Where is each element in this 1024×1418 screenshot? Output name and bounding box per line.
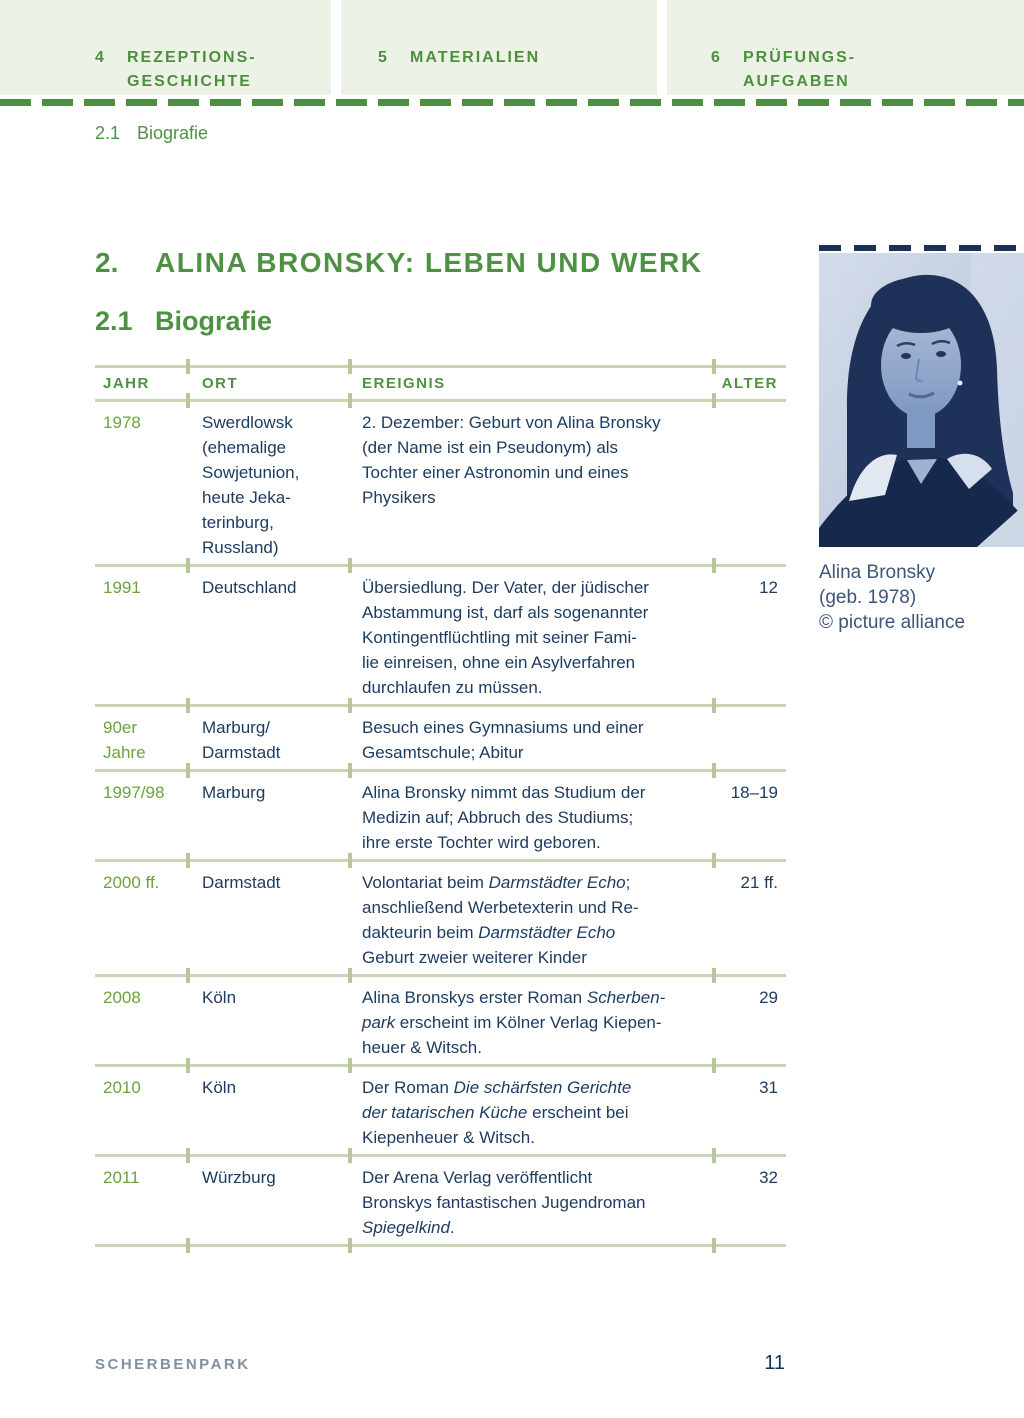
page-footer: [95, 1352, 785, 1375]
column-divider-tick: [712, 359, 716, 374]
text-segment: heuer & Witsch.: [362, 1038, 482, 1057]
column-header-ereignis: EREIGNIS: [362, 375, 446, 392]
column-divider-tick: [186, 393, 190, 408]
text-segment: erscheint bei: [527, 1103, 629, 1122]
text-segment: Besuch eines Gymnasiums und einer: [362, 718, 644, 737]
alina-bronsky-photo: [819, 253, 1024, 547]
text-line: 1978: [103, 413, 141, 432]
table-rule: [95, 365, 786, 368]
cell-jahr: [95, 410, 186, 560]
tab-label: [410, 46, 540, 70]
running-header: [95, 123, 208, 144]
column-divider-tick: [348, 359, 352, 374]
text-line: [362, 1215, 712, 1240]
column-header-ort: ORT: [202, 375, 239, 392]
table-rule: [95, 1244, 786, 1247]
footer-page-number: 11: [764, 1352, 785, 1374]
earring: [958, 381, 963, 386]
tab-number: 5: [378, 49, 389, 66]
text-line: [362, 650, 712, 675]
text-segment: (der Name ist ein Pseudonym) als: [362, 438, 619, 457]
cell-jahr: [95, 780, 186, 855]
text-line: Darmstadt: [202, 873, 281, 892]
text-line: [362, 460, 712, 485]
text-line: terinburg,: [202, 513, 274, 532]
text-line: [362, 1035, 712, 1060]
table-row: [95, 977, 786, 1064]
table-rule: [95, 399, 786, 402]
chapter-number: 2.: [95, 247, 119, 278]
column-divider-tick: [186, 558, 190, 573]
table-rule: [95, 859, 786, 862]
photo-column: [819, 245, 1024, 635]
column-divider-tick: [712, 853, 716, 868]
column-divider-tick: [348, 1148, 352, 1163]
text-line: Swerdlowsk: [202, 413, 293, 432]
cell-jahr: [95, 1075, 186, 1150]
biography-table: [95, 365, 786, 1247]
title-italic: Spiegelkind: [362, 1218, 450, 1237]
column-divider-tick: [712, 1058, 716, 1073]
column-divider-tick: [186, 853, 190, 868]
text-line: Köln: [202, 1078, 237, 1097]
caption-credit: © picture alliance: [819, 612, 966, 633]
text-line: 2000 ff.: [103, 873, 160, 892]
text-line: [362, 1100, 712, 1125]
title-italic: park: [362, 1013, 396, 1032]
cell-jahr: [95, 1165, 186, 1240]
nav-tab-pruefungsaufgaben: [667, 0, 1024, 95]
text-segment: Physikers: [362, 488, 436, 507]
column-divider-tick: [348, 763, 352, 778]
column-divider-tick: [348, 1058, 352, 1073]
text-line: 2011: [103, 1168, 140, 1187]
text-line: [362, 870, 712, 895]
cell-ort: [186, 715, 348, 765]
text-line: [362, 830, 712, 855]
column-divider-tick: [186, 763, 190, 778]
cell-alter: [712, 715, 786, 765]
text-line: [362, 1075, 712, 1100]
text-line: (ehemalige: [202, 438, 287, 457]
cell-alter: 18–19: [730, 783, 778, 802]
column-divider-tick: [186, 1058, 190, 1073]
column-divider-tick: [712, 763, 716, 778]
text-segment: Tochter einer Astronomin und eines: [362, 463, 629, 482]
table-row: [95, 567, 786, 704]
subsection-title-text: Biografie: [155, 306, 273, 336]
text-segment: Alina Bronskys erster Roman: [362, 988, 587, 1007]
text-line: [362, 780, 712, 805]
text-line: 1997/98: [103, 783, 165, 802]
text-segment: ;: [625, 873, 631, 892]
column-divider-tick: [186, 1148, 190, 1163]
title-italic: Scherben-: [586, 988, 666, 1007]
text-segment: Der Arena Verlag veröffentlicht: [362, 1168, 593, 1187]
cell-ereignis: [348, 780, 712, 855]
cell-jahr: [95, 985, 186, 1060]
column-divider-tick: [348, 853, 352, 868]
column-divider-tick: [186, 698, 190, 713]
text-line: Köln: [202, 988, 237, 1007]
text-line: [362, 740, 712, 765]
column-divider-tick: [186, 359, 190, 374]
tab-label-line1: PRÜFUNGS-: [743, 49, 857, 66]
tab-label-line2: GESCHICHTE: [127, 73, 252, 90]
column-header-jahr: JAHR: [103, 375, 150, 392]
footer-book-title: SCHERBENPARK: [95, 1356, 251, 1373]
text-line: [362, 715, 712, 740]
tab-label: [127, 46, 257, 94]
dashed-divider-navy: [819, 245, 1024, 251]
chapter-title: [95, 247, 703, 279]
cell-ereignis: [348, 715, 712, 765]
table-rule: [95, 564, 786, 567]
caption-name: Alina Bronsky: [819, 562, 936, 583]
tab-label: [743, 46, 856, 94]
photo-caption: [819, 560, 1024, 635]
cell-alter: 29: [759, 988, 778, 1007]
text-line: [362, 435, 712, 460]
text-line: [362, 805, 712, 830]
table-row: [95, 1157, 786, 1244]
text-line: [362, 1190, 712, 1215]
text-line: [362, 675, 712, 700]
nav-tab-materialien: [341, 0, 657, 95]
table-row: [95, 402, 786, 564]
column-header-alter: ALTER: [721, 375, 778, 392]
text-segment: erscheint im Kölner Verlag Kiepen-: [395, 1013, 662, 1032]
text-line: 2008: [103, 988, 141, 1007]
text-line: Jahre: [103, 743, 146, 762]
text-line: [362, 1010, 712, 1035]
text-segment: durchlaufen zu müssen.: [362, 678, 543, 697]
subsection-number: 2.1: [95, 306, 133, 336]
column-divider-tick: [186, 968, 190, 983]
text-segment: lie einreisen, ohne ein Asylverfahren: [362, 653, 636, 672]
column-divider-tick: [712, 698, 716, 713]
text-line: Marburg: [202, 783, 266, 802]
cell-ort: [186, 410, 348, 560]
text-segment: Alina Bronsky nimmt das Studium der: [362, 783, 646, 802]
cell-ereignis: [348, 1165, 712, 1240]
cell-alter: 32: [759, 1168, 778, 1187]
table-row: [95, 707, 786, 769]
column-divider-tick: [348, 698, 352, 713]
text-segment: Kontingentflüchtling mit seiner Fami-: [362, 628, 637, 647]
text-line: [362, 1165, 712, 1190]
cell-alter: 12: [759, 578, 778, 597]
table-rule: [95, 704, 786, 707]
cell-alter: 21 ff.: [740, 873, 778, 892]
title-italic: Darmstädter Echo: [488, 873, 626, 892]
column-divider-tick: [348, 393, 352, 408]
column-divider-tick: [186, 1238, 190, 1253]
text-line: 2010: [103, 1078, 141, 1097]
cell-ereignis: [348, 1075, 712, 1150]
tab-label-line1: MATERIALIEN: [410, 49, 541, 66]
tab-label-line2: AUFGABEN: [743, 73, 850, 90]
running-header-number: 2.1: [95, 123, 121, 143]
text-line: heute Jeka-: [202, 488, 291, 507]
cell-alter: 31: [759, 1078, 778, 1097]
text-line: [362, 600, 712, 625]
text-line: [362, 895, 712, 920]
hair-fringe: [871, 277, 971, 333]
table-rule: [95, 974, 786, 977]
text-segment: Übersiedlung. Der Vater, der jüdischer: [362, 578, 649, 597]
text-line: [362, 945, 712, 970]
cell-jahr: [95, 715, 186, 765]
text-line: Russland): [202, 538, 279, 557]
title-italic: der tatarischen Küche: [362, 1103, 528, 1122]
column-divider-tick: [712, 1148, 716, 1163]
cell-ort: [186, 575, 348, 700]
text-segment: anschließend Werbetexterin und Re-: [362, 898, 639, 917]
text-segment: Der Roman: [362, 1078, 454, 1097]
subsection-title: [95, 306, 272, 337]
text-segment: Medizin auf; Abbruch des Studiums;: [362, 808, 634, 827]
text-line: Sowjetunion,: [202, 463, 300, 482]
table-rule: [95, 1154, 786, 1157]
column-divider-tick: [348, 558, 352, 573]
column-divider-tick: [712, 1238, 716, 1253]
text-segment: Kiepenheuer & Witsch.: [362, 1128, 535, 1147]
text-line: [362, 485, 712, 510]
column-divider-tick: [712, 393, 716, 408]
table-header-row: [95, 368, 786, 399]
table-row: [95, 862, 786, 974]
table-row: [95, 772, 786, 859]
tab-number: 4: [95, 49, 106, 66]
eye-right: [936, 351, 946, 357]
text-line: [362, 985, 712, 1010]
table-rule: [95, 769, 786, 772]
column-divider-tick: [348, 1238, 352, 1253]
text-line: Darmstadt: [202, 743, 281, 762]
dashed-divider-green: [0, 99, 1024, 106]
column-divider-tick: [712, 558, 716, 573]
title-italic: Darmstädter Echo: [478, 923, 616, 942]
running-header-label: Biografie: [137, 123, 209, 143]
table-rule: [95, 1064, 786, 1067]
cell-ort: [186, 870, 348, 970]
text-line: [362, 575, 712, 600]
text-line: 90er: [103, 718, 138, 737]
text-line: Deutschland: [202, 578, 297, 597]
neck: [907, 408, 935, 448]
text-line: Würzburg: [202, 1168, 276, 1187]
text-segment: 2. Dezember: Geburt von Alina Bronsky: [362, 413, 661, 432]
text-segment: Volontariat beim: [362, 873, 489, 892]
column-divider-tick: [712, 968, 716, 983]
cell-alter: [712, 410, 786, 560]
cell-ereignis: [348, 870, 712, 970]
column-divider-tick: [348, 968, 352, 983]
cell-jahr: [95, 575, 186, 700]
chapter-title-text: ALINA BRONSKY: LEBEN UND WERK: [155, 247, 703, 278]
table-row: [95, 1067, 786, 1154]
text-segment: ihre erste Tochter wird geboren.: [362, 833, 601, 852]
text-line: [362, 1125, 712, 1150]
eye-left: [901, 353, 911, 359]
cell-ereignis: [348, 410, 712, 560]
cell-ort: [186, 780, 348, 855]
tab-label-line1: REZEPTIONS-: [127, 49, 257, 66]
cell-ort: [186, 1075, 348, 1150]
title-italic: Die schärfsten Gerichte: [453, 1078, 632, 1097]
caption-birth: (geb. 1978): [819, 587, 917, 608]
text-line: Marburg/: [202, 718, 271, 737]
text-line: [362, 410, 712, 435]
cell-ereignis: [348, 575, 712, 700]
text-segment: Geburt zweier weiterer Kinder: [362, 948, 587, 967]
text-segment: Gesamtschule; Abitur: [362, 743, 524, 762]
text-line: 1991: [103, 578, 141, 597]
text-segment: Abstammung ist, darf als sogenannter: [362, 603, 649, 622]
text-segment: dakteurin beim: [362, 923, 479, 942]
text-line: [362, 625, 712, 650]
text-line: [362, 920, 712, 945]
tab-number: 6: [711, 49, 722, 66]
cell-ereignis: [348, 985, 712, 1060]
cell-jahr: [95, 870, 186, 970]
nav-tab-rezeptionsgeschichte: [0, 0, 331, 95]
text-segment: Bronskys fantastischen Jugendroman: [362, 1193, 646, 1212]
cell-ort: [186, 1165, 348, 1240]
text-segment: .: [449, 1218, 455, 1237]
cell-ort: [186, 985, 348, 1060]
